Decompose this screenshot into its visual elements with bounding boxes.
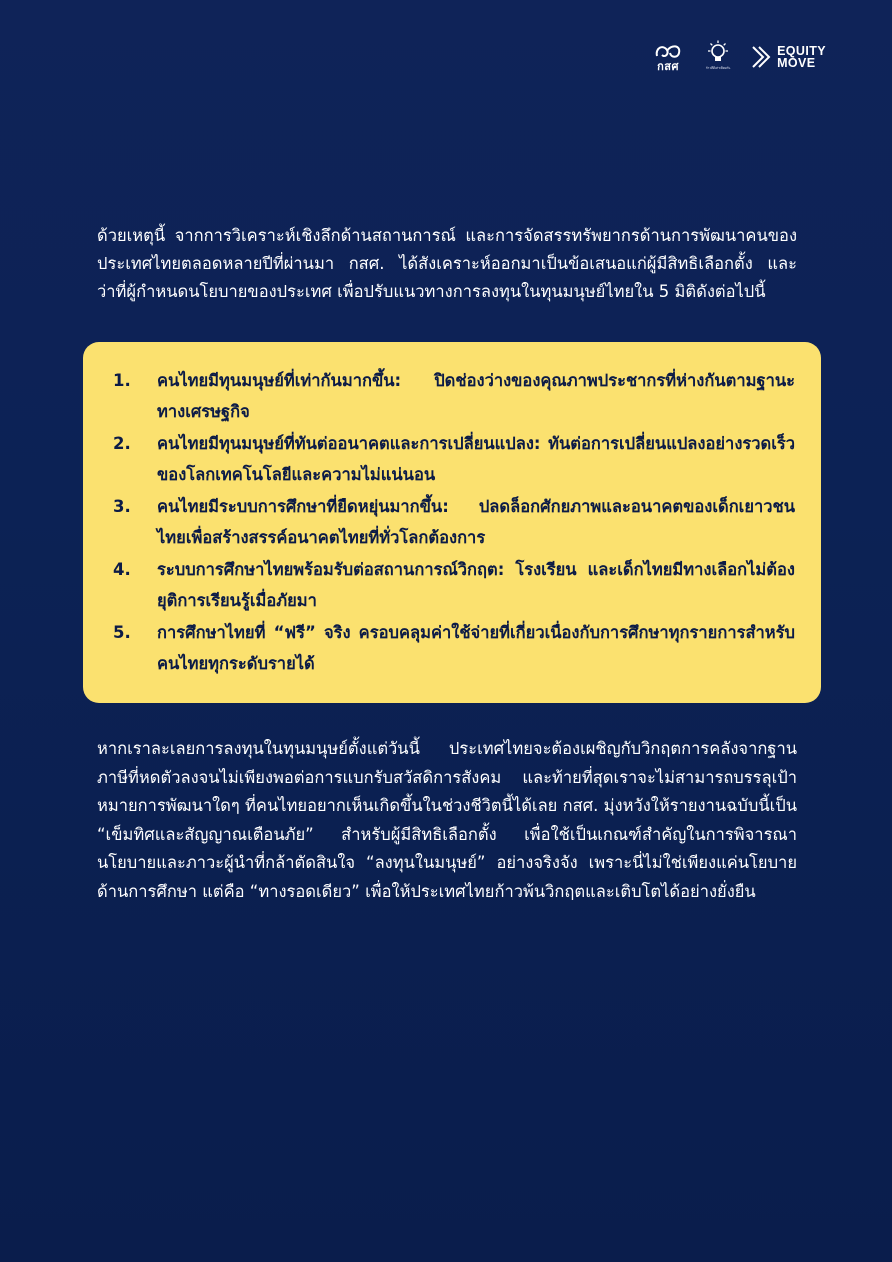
proposal-item: [113, 428, 795, 490]
proposals-box: [83, 342, 821, 703]
kss-emblem-icon: [653, 42, 683, 60]
equity-move-logo: [751, 45, 826, 69]
equity-word: EQUITY: [777, 44, 826, 58]
proposal-item: [113, 365, 795, 427]
kss-logo-text: กสศ: [657, 59, 679, 73]
proposal-item: [113, 491, 795, 553]
closing-paragraph: หากเราละเลยการลงทุนในทุนมนุษย์ตั้งแต่วันนี้ ประเทศไทยจะต้องเผชิญกับวิกฤตการคลังจากฐานภาษีที่หดตัวลงจนไม่เพียงพอต่อการแบกรับสวัสดิการสังคม และท้ายที่สุดเราจะไม่สามารถบรรลุเป้าหมายการพัฒนาใดๆ ที่คนไทยอยากเห็นเกิดขึ้นในช่วงชีวิตนี้ได้เลย กสศ. มุ่งหวังให้รายงานฉบับนี้เป็น “เข็มทิศและสัญญาณเตือนภัย” สำหรับผู้มีสิทธิเลือกตั้ง เพื่อใช้เป็นเกณฑ์สำคัญในการพิจารณานโยบายและภาวะผู้นำที่กล้าตัดสินใจ “ลงทุนในมนุษย์” อย่างจริงจัง เพราะนี่ไม่ใช่เพียงแค่นโยบายด้านการศึกษา แต่คือ “ทางรอดเดียว” เพื่อให้ประเทศไทยก้าวพ้นวิกฤตและเติบโตได้อย่างยั่งยืน: [97, 739, 797, 901]
proposal-number: 2.: [113, 434, 131, 453]
bulb-logo-text: ก้าวที่ดีเท่าเทียมกัน: [705, 66, 731, 70]
partner-logos: [651, 40, 826, 74]
proposals-list: [113, 365, 795, 679]
proposal-item: [113, 554, 795, 616]
proposal-number: 1.: [113, 371, 131, 390]
bulb-logo: [703, 40, 733, 74]
proposal-number: 5.: [113, 623, 131, 642]
proposal-text: คนไทยมีระบบการศึกษาที่ยืดหยุ่นมากขึ้น: ปลดล็อกศักยภาพและอนาคตของเด็กเยาวชนไทยเพื่อสร้างสรรค์อนาคตไทยที่ทั่วโลกต้องการ: [157, 497, 795, 547]
proposal-number: 4.: [113, 560, 131, 579]
proposal-text: คนไทยมีทุนมนุษย์ที่ทันต่ออนาคตและการเปลี่ยนแปลง: ทันต่อการเปลี่ยนแปลงอย่างรวดเร็วของโลกเทคโนโลยีและความไม่แน่นอน: [157, 434, 795, 484]
proposal-text: คนไทยมีทุนมนุษย์ที่เท่ากันมากขึ้น: ปิดช่องว่างของคุณภาพประชากรที่ห่างกันตามฐานะทางเศรษฐกิจ: [157, 371, 795, 421]
intro-paragraph: ด้วยเหตุนี้ จากการวิเคราะห์เชิงลึกด้านสถานการณ์ และการจัดสรรทรัพยากรด้านการพัฒนาคนของประเทศไทยตลอดหลายปีที่ผ่านมา กสศ. ได้สังเคราะห์ออกมาเป็นข้อเสนอแก่ผู้มีสิทธิเลือกตั้ง และว่าที่ผู้กำหนดนโยบายของประเทศ เพื่อปรับแนวทางการลงทุนในทุนมนุษย์ไทยใน 5 มิติดังต่อไปนี้: [97, 226, 797, 301]
move-word: MOVE: [777, 56, 816, 70]
proposal-text: การศึกษาไทยที่ “ฟรี” จริง ครอบคลุมค่าใช้จ่ายที่เกี่ยวเนื่องกับการศึกษาทุกรายการสำหรับคนไทยทุกระดับรายได้: [157, 623, 795, 673]
chevrons-icon: [751, 45, 771, 69]
kss-logo: [651, 42, 685, 73]
proposal-number: 3.: [113, 497, 131, 516]
proposal-item: [113, 617, 795, 679]
proposal-text: ระบบการศึกษาไทยพร้อมรับต่อสถานการณ์วิกฤต: โรงเรียน และเด็กไทยมีทางเลือกไม่ต้องยุติการเรียนรู้เมื่อภัยมา: [157, 560, 795, 610]
lightbulb-icon: [705, 40, 731, 66]
